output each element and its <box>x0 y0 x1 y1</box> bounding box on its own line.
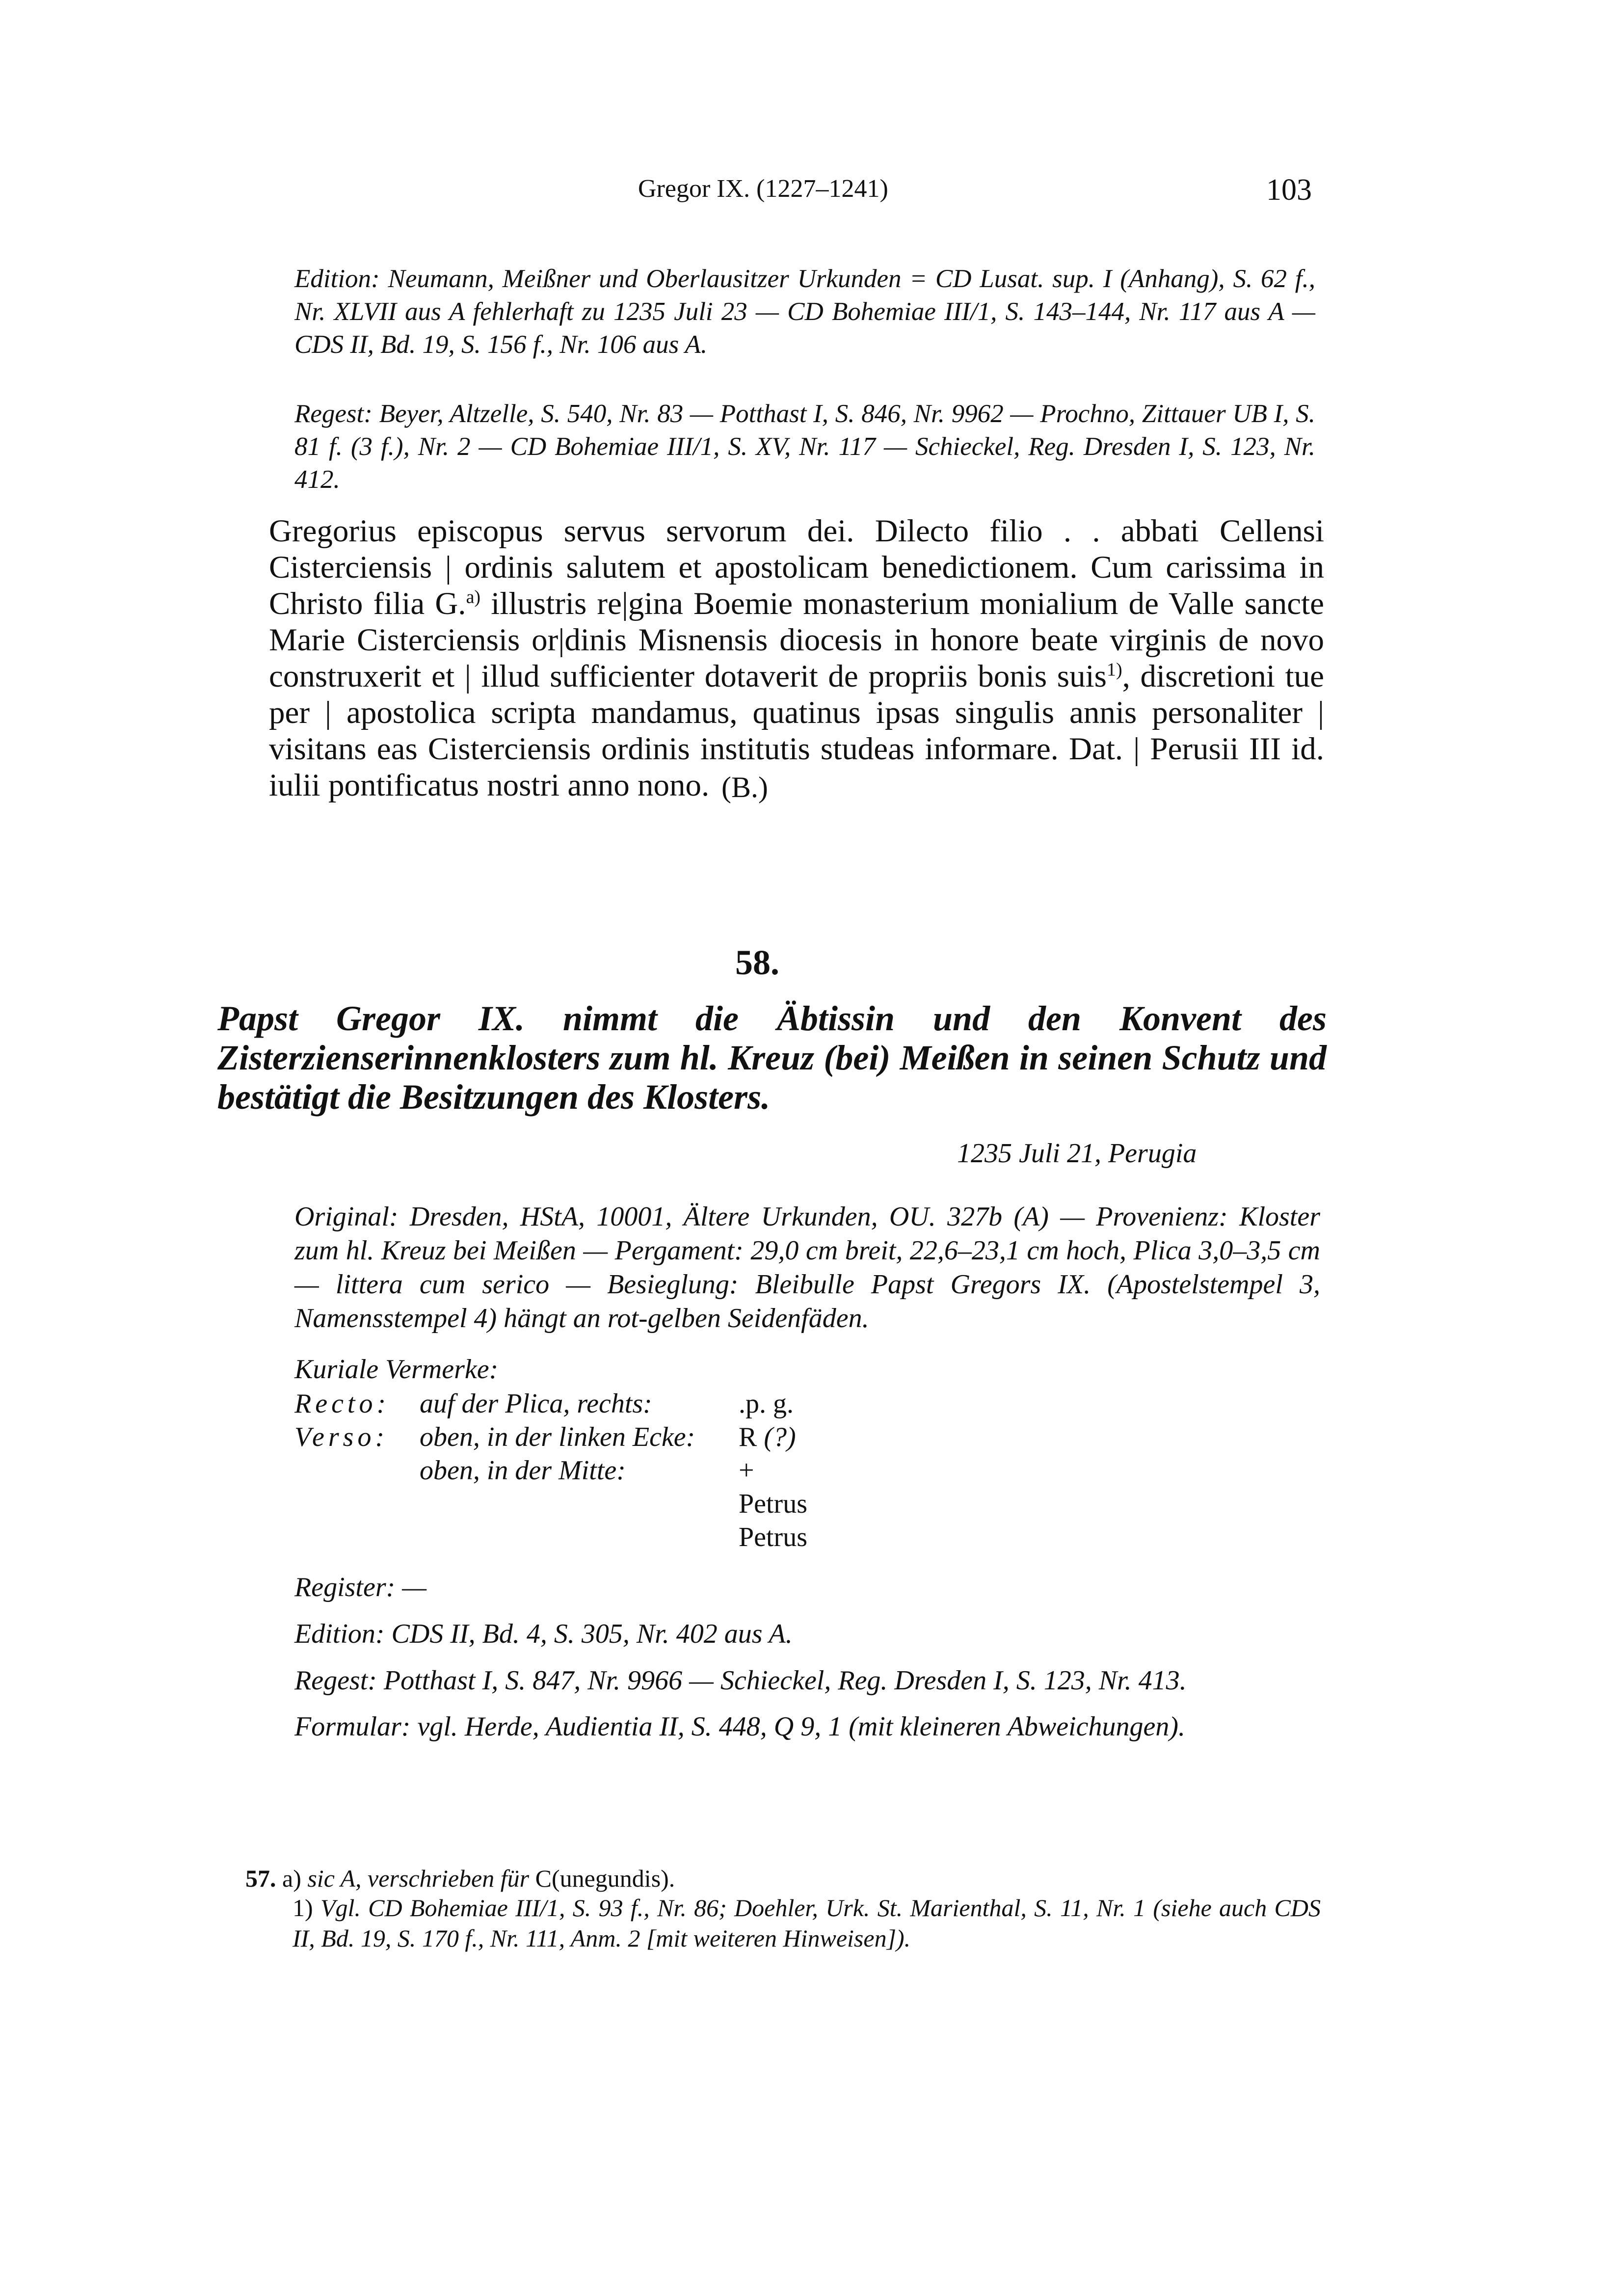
vermerk-mark-text: R <box>739 1422 757 1452</box>
latin-text-part3: , discretioni tue per | apostolica scripta mandamus, quatinus ipsas singulis annis personaliter | visitans eas Cisterciensis ordinis institutis studeas informare. Dat. | Perusii III id. iulii pontificatus nostri anno nono. <box>269 659 1324 803</box>
footnote-1-marker: 1) <box>293 1894 313 1922</box>
footnote-1-text: Vgl. CD Bohemiae III/1, S. 93 f., Nr. 86; Doehler, Urk. St. Marienthal, S. 11, Nr. 1 (siehe auch CDS II, Bd. 19, S. 170 f., Nr. 111, Anm. 2 [mit weiteren Hinweisen]). <box>293 1894 1321 1952</box>
vermerk-mark-text: .p. g. <box>739 1388 794 1419</box>
vermerke-title: Kuriale Vermerke: <box>294 1354 499 1385</box>
footnote-marker-a: a) <box>466 587 481 608</box>
doc58-date-place: 1235 Juli 21, Perugia <box>957 1138 1197 1169</box>
vermerk-mark <box>739 1421 796 1453</box>
vermerk-location: oben, in der linken Ecke: <box>420 1422 695 1452</box>
vermerk-location: oben, in der Mitte: <box>420 1455 626 1486</box>
doc58-number: 58. <box>735 943 779 982</box>
latin-text-part2: illustris re|gina Boemie monasterium monialium de Valle sancte Marie Cisterciensis or|dinis Misnensis diocesis in honore beate virginis de novo construxerit et | illud sufficienter dotaverit de propriis bonis suis <box>269 586 1324 694</box>
vermerk-mark <box>739 1388 794 1419</box>
doc57-closing: (B.) <box>721 771 768 803</box>
footnote-a-italic: sic A, verschrieben für <box>307 1865 530 1892</box>
doc57-regest-text: Regest: Beyer, Altzelle, S. 540, Nr. 83 — Potthast I, S. 846, Nr. 9962 — Prochno, Zittauer UB I, S. 81 f. (3 f.), Nr. 2 — CD Bohemiae III/1, S. XV, Nr. 117 — Schieckel, Reg. Dresden I, S. 123, Nr. 412. <box>294 400 1315 494</box>
footnote-1 <box>293 1893 1321 1953</box>
vermerk-label: Recto: <box>294 1388 390 1419</box>
doc58-original: Original: Dresden, HStA, 10001, Ältere Urkunden, OU. 327b (A) — Provenienz: Kloster zum hl. Kreuz bei Meißen — Pergament: 29,0 cm breit, 22,6–23,1 cm hoch, Plica 3,0–3,5 cm — littera cum serico — Besieglung: Bleibulle Papst Gregors IX. (Apostelstempel 3, Namensstempel 4) hängt an rot-gelben Seidenfäden. <box>294 1201 1320 1334</box>
vermerk-mark <box>739 1522 807 1553</box>
footnote-a <box>245 1863 1320 1894</box>
vermerk-label: Verso: <box>294 1422 389 1452</box>
vermerk-mark-text: Petrus <box>739 1522 807 1552</box>
doc58-register: Register: — <box>294 1572 427 1602</box>
doc58-edition: Edition: CDS II, Bd. 4, S. 305, Nr. 402 aus A. <box>294 1619 793 1649</box>
running-head: Gregor IX. (1227–1241) <box>638 175 888 203</box>
footnote-doc-number: 57. <box>245 1865 276 1892</box>
footnote-a-marker: a) <box>282 1865 301 1892</box>
footnote-a-plain: C(unegundis). <box>535 1865 675 1892</box>
doc57-latin-text <box>269 513 1324 803</box>
footnote-marker-1: 1) <box>1106 659 1122 680</box>
vermerk-mark <box>739 1488 807 1520</box>
doc57-regest <box>294 398 1315 496</box>
vermerk-location: auf der Plica, rechts: <box>420 1388 652 1419</box>
vermerk-mark <box>739 1455 754 1486</box>
vermerk-mark-text: Petrus <box>739 1489 807 1519</box>
doc58-regest: Regest: Potthast I, S. 847, Nr. 9966 — Schieckel, Reg. Dresden I, S. 123, Nr. 413. <box>294 1665 1187 1696</box>
vermerk-mark-note: (?) <box>764 1422 796 1452</box>
doc57-edition-text: Edition: Neumann, Meißner und Oberlausitzer Urkunden = CD Lusat. sup. I (Anhang), S. 62 f., Nr. XLVII aus A fehlerhaft zu 1235 Juli 23 — CD Bohemiae III/1, S. 143–144, Nr. 117 aus A — CDS II, Bd. 19, S. 156 f., Nr. 106 aus A. <box>294 265 1315 359</box>
doc58-formular: Formular: vgl. Herde, Audientia II, S. 448, Q 9, 1 (mit kleineren Abweichungen). <box>294 1711 1185 1742</box>
doc57-edition <box>294 263 1315 361</box>
latin-text-part1: Gregorius episcopus servus servorum dei. Dilecto filio . . abbati Cellensi Cisterciensis | ordinis salutem et apostolicam benedictionem. Cum carissima in Christo filia G. <box>269 513 1324 621</box>
doc58-heading: Papst Gregor IX. nimmt die Äbtissin und den Konvent des Zisterzienserinnenklosters zum hl. Kreuz (bei) Meißen in seinen Schutz und bestätigt die Besitzungen des Klosters. <box>217 999 1327 1117</box>
vermerk-mark-text: + <box>739 1455 754 1486</box>
page-number: 103 <box>1266 173 1312 207</box>
